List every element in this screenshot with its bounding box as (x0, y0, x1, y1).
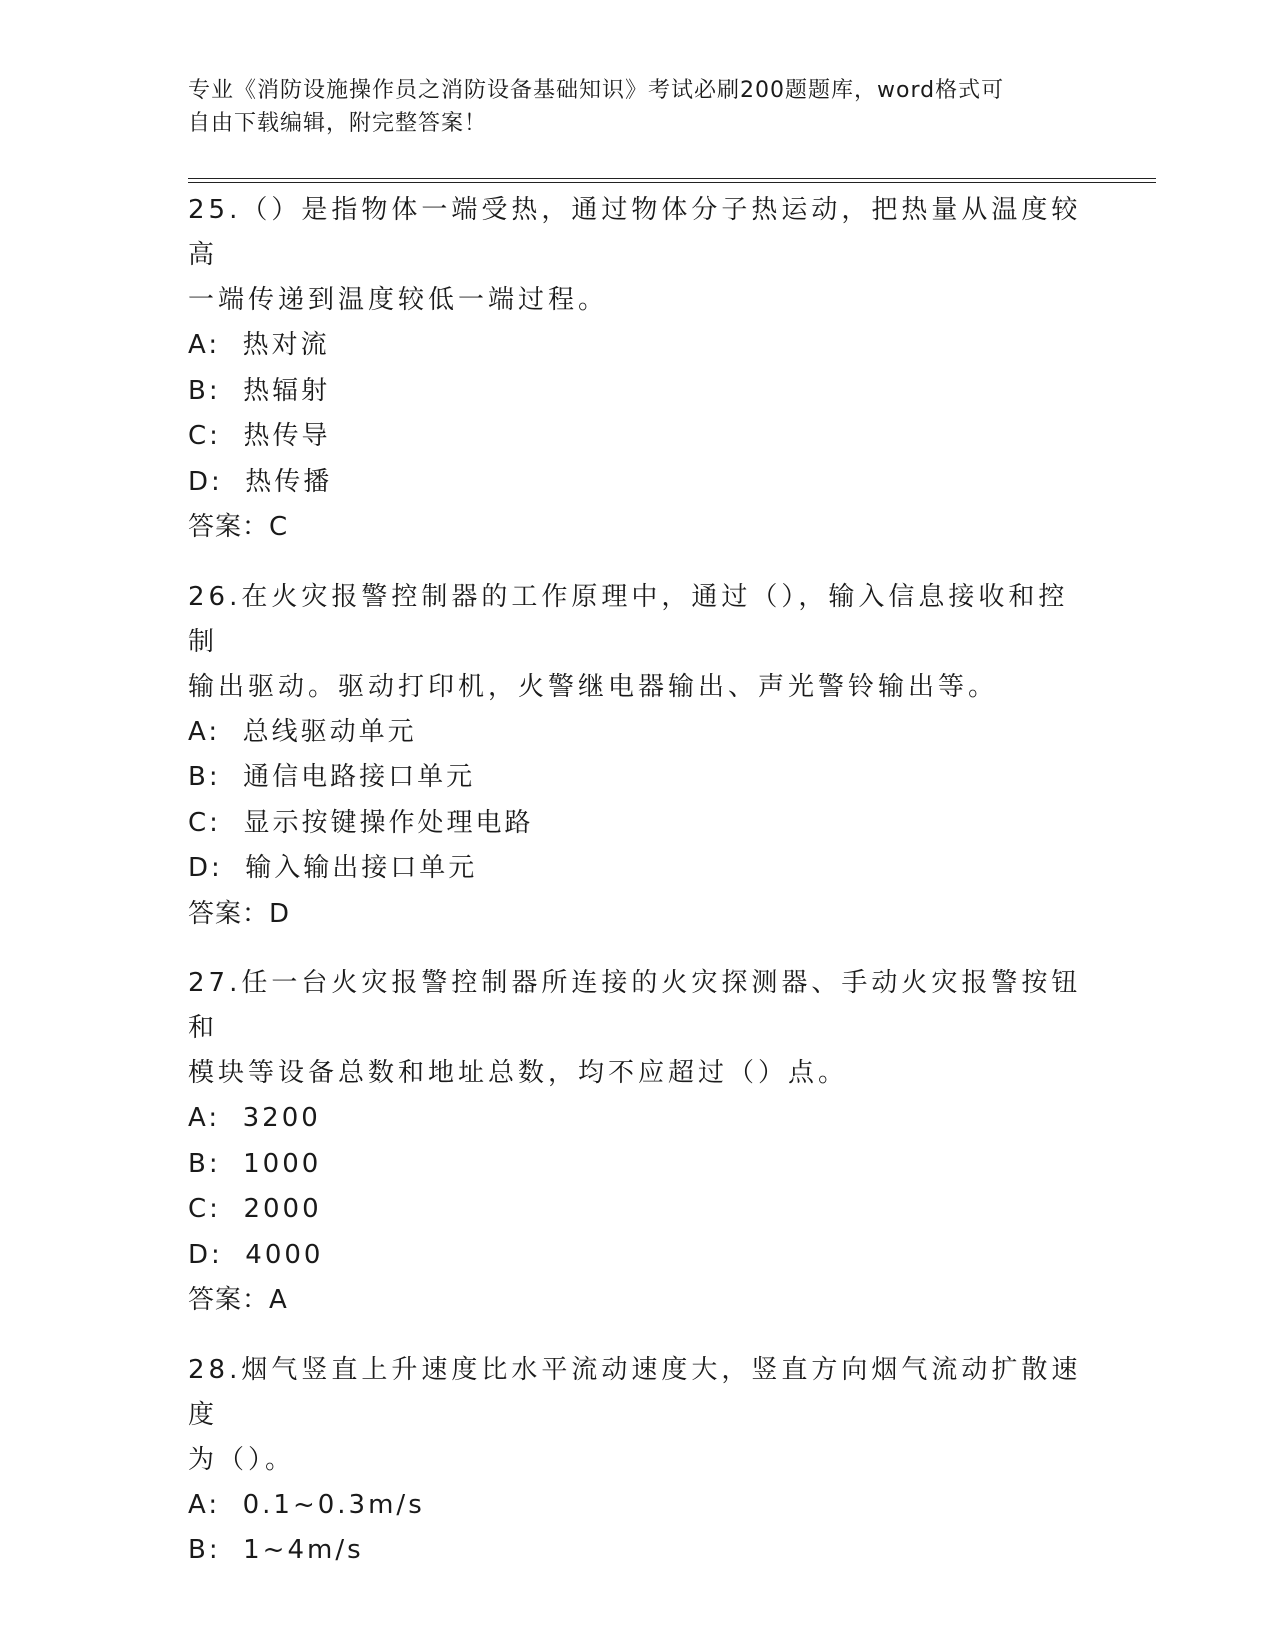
question-28 (188, 1348, 1088, 1574)
option-b: B: 通信电路接口单元 (188, 762, 476, 792)
question-stem-line: 输出驱动。驱动打印机，火警继电器输出、声光警铃输出等。 (188, 671, 999, 702)
option-a: A: 总线驱动单元 (188, 716, 417, 747)
document-header (188, 74, 1088, 140)
question-25 (188, 188, 1088, 551)
answer-line: 答案：D (188, 898, 291, 929)
question-list (188, 188, 1088, 1598)
option-a: A: 0.1~0.3m/s (188, 1489, 425, 1520)
option-b: B: 1~4m/s (188, 1535, 364, 1565)
question-26 (188, 575, 1088, 938)
option-b: B: 热辐射 (188, 375, 331, 406)
option-d: D: 热传播 (188, 466, 333, 497)
question-stem-line: 28.烟气竖直上升速度比水平流动速度大，竖直方向烟气流动扩散速度 (188, 1354, 1082, 1430)
header-line-1: 专业《消防设施操作员之消防设备基础知识》考试必刷200题题库，word格式可 (188, 78, 1005, 103)
option-c: C: 2000 (188, 1194, 322, 1224)
question-stem-line: 一端传递到温度较低一端过程。 (188, 285, 609, 315)
option-c: C: 热传导 (188, 421, 331, 451)
question-stem-line: 27.任一台火灾报警控制器所连接的火灾探测器、手动火灾报警按钮和 (188, 968, 1082, 1043)
option-c: C: 显示按键操作处理电路 (188, 807, 534, 838)
question-stem-line: 为（）。 (188, 1444, 296, 1475)
question-stem-line: 25.（）是指物体一端受热，通过物体分子热运动，把热量从温度较高 (188, 195, 1082, 270)
option-b: B: 1000 (188, 1148, 322, 1179)
question-stem-line: 26.在火灾报警控制器的工作原理中，通过（），输入信息接收和控制 (188, 581, 1069, 657)
answer-line: 答案：C (188, 512, 289, 542)
option-d: D: 4000 (188, 1239, 324, 1270)
question-stem-line: 模块等设备总数和地址总数，均不应超过（）点。 (188, 1058, 849, 1088)
header-line-2: 自由下载编辑，附完整答案！ (188, 111, 488, 136)
option-d: D: 输入输出接口单元 (188, 853, 478, 883)
answer-line: 答案：A (188, 1285, 288, 1315)
header-divider-top (188, 178, 1156, 179)
question-27 (188, 961, 1088, 1324)
header-divider-bottom (188, 182, 1156, 183)
option-a: A: 3200 (188, 1103, 321, 1133)
option-a: A: 热对流 (188, 330, 330, 360)
